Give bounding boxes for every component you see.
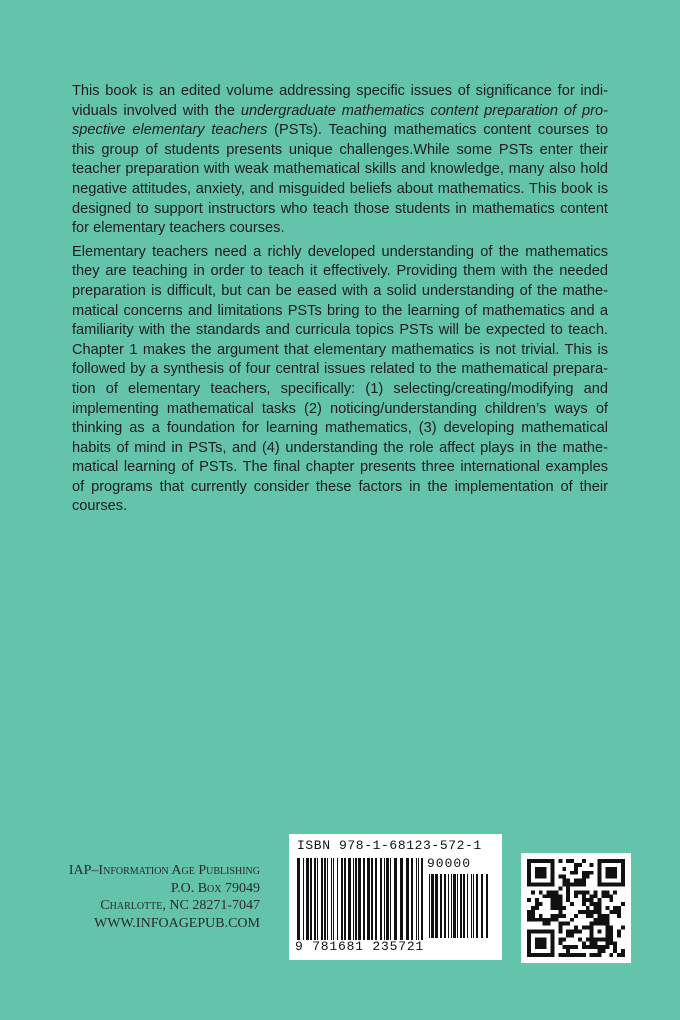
barcode-icon	[297, 858, 425, 940]
blurb-p1-italic: undergraduate mathematics content preparation of prospective elementary teachers	[72, 102, 608, 139]
back-cover-blurb	[72, 82, 608, 517]
addon-barcode-icon	[429, 874, 491, 938]
publisher-website: WWW.INFOAGEPUB.COM	[94, 915, 260, 931]
isbn-barcode	[289, 834, 502, 960]
blurb-paragraph-1	[72, 82, 608, 239]
blurb-p1-after: (PSTs). Teaching mathematics content courses to this group of students presents unique challenges.While some PSTs enter their teacher preparation with weak mathematical skills and knowledge, many also hold negative attitudes, anxiety, and misguided beliefs about mathematics. This book is designed to support instructors who teach those students in mathematics content for elementary teachers courses.	[72, 122, 608, 237]
qr-code-icon	[527, 859, 625, 957]
publisher-po-box: P.O. Box 79049	[170, 880, 260, 896]
publisher-name: IAP–Information Age Publishing	[68, 863, 260, 878]
ean-digits: 9 781681 235721	[295, 939, 425, 954]
barcode-price-addon: 90000	[427, 856, 472, 871]
qr-code	[521, 853, 631, 963]
publisher-city: Charlotte, NC 28271-7047	[100, 898, 260, 913]
isbn-label: ISBN 978-1-68123-572-1	[297, 838, 482, 853]
blurb-p1-before: This book is an edited volume addressing specific issues of significance for individuals involved with the	[72, 83, 608, 119]
blurb-paragraph-2: Elementary teachers need a richly developed understanding of the mathematics they are teaching in order to teach it effectively. Providing them with the needed preparation is difficult, but can be eased with a solid understanding of the mathematical concerns and limitations PSTs bring to the learning of mathematics and a familiarity with the standards and curricula topics PSTs will be expected to teach. Chapter 1 makes the argument that elementary mathematics is not trivial. This is followed by a synthesis of four central issues related to the mathematical preparation of elementary teachers, specifically: (1) selecting/creating/modifying and implementing mathematical tasks (2) noticing/understanding children’s ways of thinking as a foundation for learning mathematics, (3) developing mathematical habits of mind in PSTs, and (4) understanding the role affect plays in the mathematical learning of PSTs. The final chapter presents three international examples of programs that currently consider these factors in the implementation of their courses.	[72, 243, 608, 515]
publisher-address	[69, 862, 260, 932]
